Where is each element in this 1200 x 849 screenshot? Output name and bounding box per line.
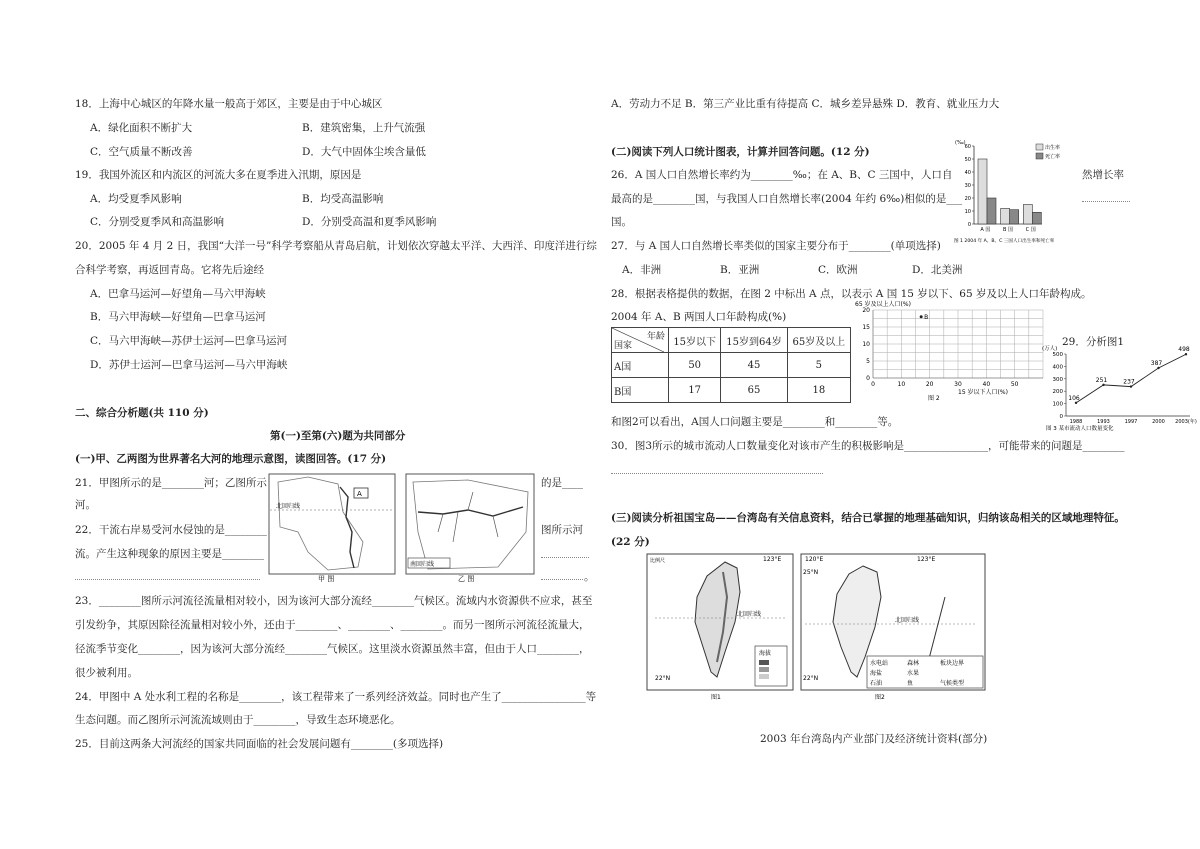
fig2-xtick-label: 30: [954, 381, 962, 388]
fig3-ytick-label: 400: [1052, 364, 1063, 371]
table-row: [612, 378, 851, 403]
q24-line-1: 24．甲图中 A 处水利工程的名称是________，该工程带来了一系列经济效益。同时也产生了________________等: [75, 691, 597, 703]
fig1-bar: [1001, 208, 1010, 224]
fig3-title: 图 3 某市流动人口数量变化: [1046, 426, 1114, 432]
fig3-ytick-label: 300: [1052, 376, 1063, 383]
fig1-bar: [1010, 210, 1019, 224]
fig3-ytick-label: 0: [1059, 414, 1063, 420]
table-cell: 65: [721, 378, 787, 403]
fig3-ytick-label: 200: [1052, 389, 1063, 396]
taiwan-map-2-lon-123: 123°E: [917, 556, 936, 563]
section-2-heading: 二、综合分析题(共 110 分): [75, 407, 209, 419]
fig1-ytick-label: 20: [964, 196, 971, 202]
fig2-xtick-label: 0: [871, 381, 875, 388]
q29-label: 29．分析图1: [1062, 336, 1125, 348]
q26-right: 然增长率: [1082, 169, 1124, 181]
fig2-xtick-label: 20: [925, 381, 934, 388]
river-maps-figure: [268, 472, 536, 582]
legend-hydropower: 水电站: [870, 660, 889, 667]
fig3-xtick-label: 1997: [1124, 419, 1138, 425]
taiwan-map-2-lon-120: 120°E: [805, 556, 824, 563]
q18-option-d: D．大气中固体尘埃含量低: [302, 146, 426, 158]
fig2-xlabel: 15 岁以下人口(%): [958, 389, 1008, 396]
fig1-bar: [1032, 212, 1041, 224]
fig1-ylabel: (‰): [955, 140, 966, 146]
legend-plate-boundary: 板块边界: [940, 660, 965, 667]
q28-stem: 28．根据表格提供的数据，在图 2 中标出 A 点，以表示 A 国 15 岁以下、65 岁及以上人口年龄构成。: [611, 288, 1092, 300]
fig3-data-label: 251: [1095, 376, 1108, 384]
q30-line-1: 30．图3所示的城市流动人口数量变化对该市产生的积极影响是________________，可能带来的问题是________: [611, 440, 1125, 452]
table-head-country: 国家: [614, 341, 633, 351]
amazon-river: [418, 507, 523, 516]
q19-option-b: B．均受高温影响: [302, 193, 384, 205]
q27-stem: 27．与 A 国人口自然增长率类似的国家主要分布于________(单项选择): [611, 240, 941, 252]
fig2-ytick-label: 20: [862, 307, 870, 314]
fig3-data-label: 387: [1150, 360, 1163, 368]
q20-stem-cont: 合科学考察，再返回青岛。它将先后途经: [75, 264, 264, 276]
q19-option-d: D．分别受高温和夏季风影响: [302, 216, 437, 228]
fig3-data-label: 498: [1178, 346, 1190, 354]
fig3-ytick-label: 500: [1052, 352, 1063, 358]
table-cell: B国: [612, 378, 669, 403]
q22-blank: [541, 556, 589, 558]
q27-option-a: A．非洲: [622, 264, 662, 276]
table-cell: 50: [669, 353, 721, 378]
fig1-ytick-label: 10: [964, 209, 971, 215]
q25-stem: 25．目前这两条大河流经的国家共同面临的社会发展问题有________(多项选择): [75, 738, 444, 750]
part-3-heading: (三)阅读分析祖国宝岛——台湾岛有关信息资料，结合已掌握的地理基础知识，归纳该岛相关的区域地理特征。: [611, 512, 1125, 524]
q22-reason: 流。产生这种现象的原因主要是________: [75, 548, 264, 560]
q18-option-a: A．绿化面积不断扩大: [90, 122, 193, 134]
legend-fruit: 水果: [907, 670, 920, 677]
map-label-a: A: [357, 490, 362, 498]
fig2-xtick-label: 10: [897, 381, 906, 388]
legend-sea-salt: 海盐: [870, 670, 883, 677]
map-jia-frame: [269, 474, 395, 574]
fig1-ytick-label: 30: [964, 183, 971, 189]
table-head-1: 15岁以下: [669, 328, 721, 353]
q22-right: 图所示河: [541, 524, 583, 536]
map-yi-caption: 乙 图: [458, 575, 475, 582]
part-2-heading: (二)阅读下列人口统计图表，计算并回答问题。(12 分): [611, 146, 870, 158]
part-3-points: (22 分): [611, 536, 650, 548]
fig2-ytick-label: 5: [866, 358, 870, 365]
fig1-ytick-label: 50: [964, 157, 971, 163]
fig2-ytick-label: 15: [862, 324, 870, 331]
taiwan-map-1-tropic: 北回归线: [737, 611, 762, 618]
fig1-ytick-label: 60: [964, 144, 971, 150]
legend-fish: 鱼: [907, 680, 914, 687]
fig2-ytick-label: 10: [862, 341, 870, 348]
fig2-ylabel: 65 岁及以上人口(%): [855, 301, 911, 308]
fig3-point: [1075, 402, 1077, 404]
q18-option-c: C．空气质量不断改善: [90, 146, 193, 158]
fig2-ytick-label: 0: [866, 375, 870, 382]
taiwan-map-1-caption: 图1: [711, 694, 721, 701]
q25-options: A．劳动力不足 B．第三产业比重有待提高 C．城乡差异悬殊 D．教育、就业压力大: [611, 98, 1000, 110]
fig3-xtick-label: 1988: [1069, 419, 1083, 425]
map-jia-tropic: 北回归线: [276, 503, 301, 510]
fig3-point: [1157, 367, 1159, 369]
age-structure-table: [611, 327, 851, 403]
q20-option-d: D．苏伊士运河—巴拿马运河—马六甲海峡: [90, 359, 288, 371]
fig1-category-label: B 国: [1002, 227, 1014, 233]
legend-climate-type: 气候类型: [940, 680, 965, 687]
q20-option-b: B．马六甲海峡—好望角—巴拿马运河: [90, 311, 266, 323]
altitude-legend-title: 海拔: [759, 650, 772, 657]
q22-end: 。: [584, 571, 595, 583]
table-head-3: 65岁及以上: [787, 328, 850, 353]
fig1-category-label: A 国: [980, 227, 991, 233]
taiwan-scale-label: 比例尺: [650, 558, 666, 564]
q23-line-4: 很少被利用。: [75, 667, 138, 679]
fig1-legend-swatch: [1036, 153, 1043, 159]
fig1-title: 图 1 2004 年 A、B、C 三国人口出生率和死亡率: [954, 239, 1055, 244]
legend-oil: 石油: [870, 680, 883, 687]
fig3-data-label: 106: [1068, 394, 1080, 402]
fig3-data-label: 237: [1123, 378, 1135, 386]
fig3-xtick-label: 1993: [1097, 419, 1110, 425]
table-row: [612, 328, 851, 353]
q26-right-blank: [1082, 200, 1130, 202]
q23-line-3: 径流季节变化________，因为该河大部分流经________气候区。这里淡水资源虽然丰富，但由于人口________，: [75, 643, 590, 655]
q27-option-b: B．亚洲: [720, 264, 760, 276]
q20-stem: 20．2005 年 4 月 2 日，我国“大洋一号”科学考察船从青岛启航，计划依次穿越太平洋、大西洋、印度洋进行综: [75, 240, 597, 252]
q19-option-a: A．均受夏季风影响: [90, 193, 182, 205]
taiwan-map-2-lat-22: 22°N: [803, 675, 819, 682]
taiwan-map-2-lat-25: 25°N: [803, 569, 819, 576]
table-cell: A国: [612, 353, 669, 378]
taiwan-maps-figure: [645, 552, 987, 702]
fig3-point: [1102, 384, 1104, 386]
q21-end: 河。: [75, 499, 96, 511]
fig1-legend-label: 出生率: [1045, 145, 1061, 151]
figure-3-line-chart: [1040, 342, 1200, 432]
q27-option-d: D．北美洲: [912, 264, 963, 276]
q18-option-b: B．建筑密集，上升气流强: [302, 122, 426, 134]
q18-stem: 18．上海中心城区的年降水量一般高于郊区，主要是由于中心城区: [75, 98, 383, 110]
economic-data-caption: 2003 年台湾岛内产业部门及经济统计资料(部分): [760, 733, 988, 745]
taiwan-map-2-caption: 图2: [875, 694, 885, 701]
table-cell: 18: [787, 378, 850, 403]
table-title: 2004 年 A、B 两国人口年龄构成(%): [611, 311, 787, 323]
part-1-heading: (一)甲、乙两图为世界著名大河的地理示意图，读图回答。(17 分): [75, 453, 387, 465]
q22-blank-3: [541, 578, 583, 580]
q22-stem: 22．干流右岸易受河水侵蚀的是________: [75, 524, 267, 536]
fig2-xtick-label: 50: [1010, 381, 1019, 388]
q27-option-c: C．欧洲: [818, 264, 858, 276]
figure-1-bar-chart: [952, 136, 1072, 256]
table-head-2: 15岁到64岁: [721, 328, 787, 353]
fig1-bar: [1023, 205, 1032, 225]
q22-blank-2: [75, 578, 260, 580]
q29-line-2: 和图2可以看出，A国人口问题主要是________和________等。: [611, 416, 899, 428]
map-jia-caption: 甲 图: [318, 575, 335, 582]
fig3-point: [1130, 385, 1132, 387]
taiwan-map-1-lon: 123°E: [763, 556, 782, 563]
q26-line-1: 26．A 国人口自然增长率约为________‰；在 A、B、C 三国中，人口自: [611, 169, 953, 181]
q24-line-2: 生态问题。而乙图所示河流流域则由于________，导致生态环境恶化。: [75, 714, 401, 726]
table-head-age: 年龄: [646, 332, 665, 342]
q19-stem: 19．我国外流区和内流区的河流大多在夏季进入汛期，原因是: [75, 169, 362, 181]
common-part-heading: 第(一)至第(六)题为共同部分: [270, 430, 406, 442]
map-yi-tropic: 南回归线: [410, 561, 435, 568]
table-cell: 45: [721, 353, 787, 378]
fig1-bar: [987, 198, 996, 224]
q26-line-2: 最高的是________国，与我国人口自然增长率(2004 年约 6‰)相似的是___: [611, 193, 963, 205]
fig1-ytick-label: 0: [967, 222, 971, 228]
q23-line-1: 23．________图所示河流径流量相对较小，因为该河大部分流经________气候区。流域内水资源供不应求，甚至: [75, 595, 593, 607]
q26-line-3: 国。: [611, 216, 632, 228]
table-row: [612, 353, 851, 378]
table-head-corner: [612, 328, 669, 353]
fig1-legend-label: 死亡率: [1045, 154, 1061, 160]
q21-right: 的是____: [541, 477, 583, 489]
fig1-bar: [978, 159, 987, 224]
fig1-category-label: C 国: [1025, 227, 1036, 233]
table-cell: 17: [669, 378, 721, 403]
table-cell: 5: [787, 353, 850, 378]
fig2-xtick-label: 40: [982, 381, 991, 388]
fig2-point-label: B: [924, 313, 929, 321]
q20-option-a: A．巴拿马运河—好望角—马六甲海峡: [90, 288, 266, 300]
taiwan-map-2-tropic: 北回归线: [895, 617, 920, 624]
fig1-ytick-label: 40: [964, 170, 971, 176]
fig3-ylabel: (万人): [1042, 346, 1058, 352]
fig2-title: 图 2: [928, 395, 940, 402]
legend-forest: 森林: [907, 660, 920, 667]
nile-river: [340, 487, 354, 568]
taiwan-map-1-lat: 22°N: [655, 675, 671, 682]
fig1-legend-swatch: [1036, 144, 1043, 150]
q23-line-2: 引发纷争，其原因除径流量相对较小外，还由于________、________、________。而另一图所示河流径流量大，: [75, 619, 590, 631]
fig3-xtick-label: 2003(年): [1175, 419, 1197, 425]
q19-option-c: C．分别受夏季风和高温影响: [90, 216, 225, 228]
q20-option-c: C．马六甲海峡—苏伊士运河—巴拿马运河: [90, 335, 288, 347]
fig3-point: [1185, 353, 1187, 355]
q30-blank: [611, 472, 823, 474]
fig3-ytick-label: 100: [1052, 401, 1063, 408]
fig3-xtick-label: 2000: [1152, 419, 1165, 425]
q21-stem: 21．甲图所示的是________河；乙图所示: [75, 477, 267, 489]
fig2-point: [920, 315, 923, 318]
